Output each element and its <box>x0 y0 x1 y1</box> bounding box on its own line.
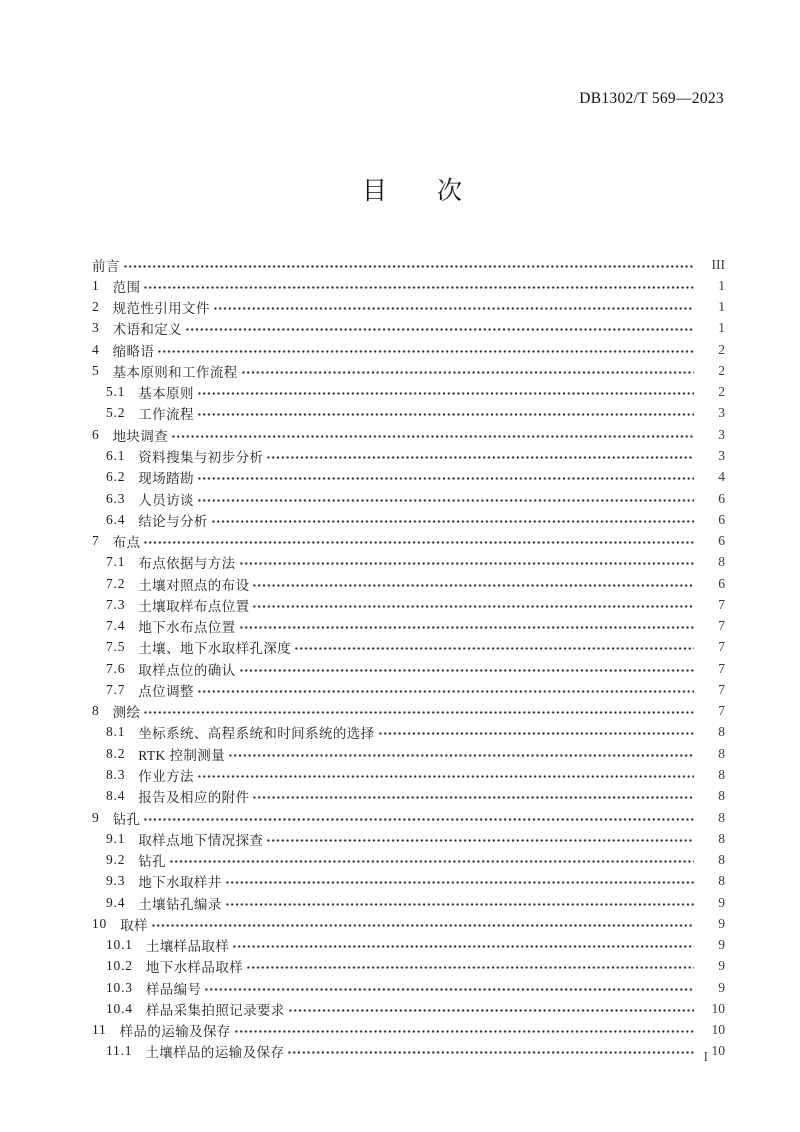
dot-leader <box>211 519 694 524</box>
toc-entry-number: 3 <box>92 320 100 336</box>
toc-entry <box>92 1020 725 1041</box>
dot-leader <box>213 306 694 311</box>
dot-leader <box>123 264 694 269</box>
dot-leader <box>241 370 694 375</box>
toc-entry-number: 10 <box>92 915 108 931</box>
table-of-contents <box>92 254 725 1062</box>
toc-entry <box>92 445 725 466</box>
toc-entry <box>92 530 725 551</box>
toc-entry-page: 8 <box>718 767 725 782</box>
toc-entry-number: 7.7 <box>106 681 126 697</box>
toc-entry-page: 7 <box>718 596 725 612</box>
toc-entry-number: 1 <box>92 277 100 293</box>
toc-entry-number: 7.5 <box>106 639 126 655</box>
toc-entry-title: 土壤对照点的布设 <box>138 577 250 593</box>
toc-entry-title: 地块调查 <box>112 428 169 444</box>
toc-entry-page: 6 <box>718 575 725 591</box>
toc-entry-title: 规范性引用文件 <box>112 301 210 317</box>
toc-entry <box>92 509 725 530</box>
toc-entry-number: 8 <box>92 703 100 719</box>
toc-entry <box>92 424 725 445</box>
toc-entry <box>92 871 725 892</box>
toc-entry <box>92 977 725 998</box>
toc-entry-number: 6.4 <box>106 511 126 527</box>
toc-entry-page: III <box>711 256 725 272</box>
toc-entry <box>92 594 725 615</box>
toc-entry-title: 坐标系统、高程系统和时间系统的选择 <box>138 726 375 742</box>
toc-entry-number: 7.3 <box>106 596 126 612</box>
toc-entry <box>92 956 725 977</box>
toc-entry-title: 取样点地下情况探查 <box>138 832 264 848</box>
toc-entry <box>92 722 725 743</box>
toc-entry <box>92 275 725 296</box>
toc-entry <box>92 339 725 360</box>
dot-leader <box>143 817 694 822</box>
toc-entry-title: 土壤样品取样 <box>145 939 230 955</box>
toc-entry <box>92 254 725 275</box>
toc-entry-number: 8.2 <box>106 745 126 761</box>
toc-entry-page: 7 <box>718 681 725 697</box>
toc-entry <box>92 998 725 1019</box>
toc-entry-title: 现场踏勘 <box>138 471 194 487</box>
toc-entry-title: 样品采集拍照记录要求 <box>145 1002 285 1018</box>
toc-entry-number: 9.4 <box>106 894 126 910</box>
toc-entry-page: 7 <box>718 703 725 719</box>
toc-entry-title: 土壤样品的运输及保存 <box>145 1045 285 1061</box>
toc-entry-title: 地下水取样井 <box>138 875 222 891</box>
dot-leader <box>228 753 694 758</box>
toc-entry-title: 人员访谈 <box>138 492 194 508</box>
dot-leader <box>197 476 694 481</box>
dot-leader <box>151 923 694 928</box>
toc-entry-page: 3 <box>718 405 725 421</box>
dot-leader <box>143 285 694 290</box>
toc-entry-title: 工作流程 <box>138 407 194 423</box>
toc-entry-number: 7.1 <box>106 554 126 570</box>
toc-entry-number: 8.4 <box>106 788 126 804</box>
toc-entry-number: 8.3 <box>106 767 126 782</box>
toc-entry-number: 8.1 <box>106 724 126 740</box>
toc-entry-page: 9 <box>718 894 725 910</box>
toc-entry-page: 6 <box>718 511 725 527</box>
toc-entry-number: 10.4 <box>106 1000 133 1016</box>
toc-entry-page: 1 <box>718 277 725 293</box>
toc-entry-number: 4 <box>92 341 100 357</box>
toc-entry-page: 10 <box>711 1043 725 1059</box>
toc-entry-title: 结论与分析 <box>138 513 208 529</box>
toc-entry-page: 9 <box>718 979 725 995</box>
toc-entry-page: 8 <box>718 788 725 804</box>
toc-entry-page: 2 <box>718 341 725 357</box>
dot-leader <box>378 731 694 736</box>
toc-entry-title: 土壤取样布点位置 <box>138 598 250 614</box>
dot-leader <box>225 902 694 907</box>
toc-entry-number: 7.4 <box>106 618 126 634</box>
toc-entry-page: 8 <box>718 830 725 846</box>
toc-entry-number: 5.1 <box>106 384 126 400</box>
dot-leader <box>143 710 694 715</box>
toc-entry-title: 基本原则和工作流程 <box>112 364 238 380</box>
toc-entry-title: 钻孔 <box>138 854 167 870</box>
toc-entry-number: 6.3 <box>106 490 126 506</box>
toc-entry-title: 地下水样品取样 <box>145 960 244 976</box>
dot-leader <box>204 987 694 992</box>
toc-entry <box>92 616 725 637</box>
dot-leader <box>171 434 694 439</box>
toc-entry-title: 取样 <box>120 917 148 933</box>
dot-leader <box>185 327 694 332</box>
toc-entry <box>92 743 725 764</box>
dot-leader <box>157 349 694 354</box>
toc-entry <box>92 403 725 424</box>
toc-entry-page: 8 <box>718 724 725 740</box>
toc-entry-title: 土壤、地下水取样孔深度 <box>138 641 292 657</box>
toc-entry-title: 布点 <box>112 535 141 551</box>
dot-leader <box>197 689 694 694</box>
toc-entry-page: 7 <box>718 618 725 634</box>
toc-entry-number: 11 <box>92 1022 107 1038</box>
dot-leader <box>143 540 694 545</box>
toc-entry-page: 1 <box>718 299 725 315</box>
toc-entry-title: 样品的运输及保存 <box>119 1024 231 1040</box>
toc-entry-title: 布点依据与方法 <box>138 556 236 572</box>
toc-entry-page: 7 <box>718 660 725 676</box>
dot-leader <box>252 583 694 588</box>
dot-leader <box>239 561 694 566</box>
toc-entry-number: 11.1 <box>106 1043 133 1059</box>
toc-entry-number: 5.2 <box>106 405 126 421</box>
toc-entry-number: 6.2 <box>106 469 126 485</box>
toc-entry-number: 10.1 <box>106 937 133 953</box>
toc-entry-number: 10.2 <box>106 958 133 974</box>
dot-leader <box>232 944 694 949</box>
toc-entry-number: 2 <box>92 299 100 315</box>
toc-entry-page: 9 <box>718 915 725 931</box>
dot-leader <box>239 668 694 673</box>
toc-entry <box>92 637 725 658</box>
dot-leader <box>252 604 694 609</box>
toc-entry <box>92 658 725 679</box>
dot-leader <box>288 1008 694 1013</box>
toc-entry <box>92 913 725 934</box>
toc-entry <box>92 935 725 956</box>
toc-entry-number: 10.3 <box>106 979 133 995</box>
toc-entry-number: 7.6 <box>106 660 126 676</box>
toc-entry <box>92 297 725 318</box>
dot-leader <box>266 455 694 460</box>
toc-entry-number: 9 <box>92 809 100 825</box>
toc-entry-page: 8 <box>718 809 725 825</box>
toc-entry-title: 范围 <box>112 279 141 295</box>
toc-entry-page: 9 <box>718 937 725 953</box>
dot-leader <box>294 646 694 651</box>
toc-entry-title: 样品编号 <box>145 981 202 997</box>
toc-entry <box>92 467 725 488</box>
toc-entry-page: 3 <box>718 426 725 442</box>
dot-leader <box>197 391 694 396</box>
toc-entry-title: 缩略语 <box>112 343 155 359</box>
toc-entry-title: 前言 <box>92 258 120 274</box>
toc-entry-title: 资料搜集与初步分析 <box>138 450 264 466</box>
toc-entry-number: 7 <box>92 533 100 549</box>
toc-entry <box>92 382 725 403</box>
toc-entry-page: 10 <box>711 1022 725 1038</box>
dot-leader <box>266 838 694 843</box>
dot-leader <box>246 965 694 970</box>
toc-entry <box>92 318 725 339</box>
dot-leader <box>225 880 694 885</box>
toc-entry-page: 8 <box>718 873 725 889</box>
toc-entry-title: 基本原则 <box>138 386 194 402</box>
toc-entry-page: 10 <box>711 1000 725 1016</box>
toc-entry-page: 3 <box>718 448 725 464</box>
toc-entry-page: 1 <box>718 320 725 336</box>
toc-entry-number: 5 <box>92 362 100 378</box>
toc-entry <box>92 828 725 849</box>
toc-entry <box>92 786 725 807</box>
toc-entry-number: 6 <box>92 426 100 442</box>
toc-entry-page: 6 <box>718 533 725 549</box>
toc-entry-number: 9.3 <box>106 873 126 889</box>
toc-entry-title: 点位调整 <box>138 683 194 699</box>
toc-entry-title: 钻孔 <box>112 811 141 827</box>
toc-entry-page: 9 <box>718 958 725 974</box>
toc-entry-page: 4 <box>718 469 725 485</box>
toc-entry-number: 7.2 <box>106 575 126 591</box>
toc-entry-title: 作业方法 <box>138 769 194 784</box>
toc-entry-title: 术语和定义 <box>112 322 183 338</box>
toc-entry <box>92 679 725 700</box>
toc-entry-page: 8 <box>718 554 725 570</box>
toc-entry <box>92 360 725 381</box>
toc-entry-page: 8 <box>718 852 725 868</box>
toc-entry-title: RTK 控制测量 <box>138 747 226 763</box>
dot-leader <box>197 498 694 503</box>
dot-leader <box>197 412 694 417</box>
toc-entry-title: 报告及相应的附件 <box>138 790 250 806</box>
standard-code: DB1302/T 569—2023 <box>579 90 724 107</box>
toc-entry <box>92 552 725 573</box>
toc-entry-page: 2 <box>718 384 725 400</box>
page-title: 目 次 <box>361 177 462 205</box>
toc-entry-title: 地下水布点位置 <box>138 620 236 636</box>
toc-entry-page: 6 <box>718 490 725 506</box>
toc-entry <box>92 892 725 913</box>
toc-entry-page: 2 <box>718 362 725 378</box>
dot-leader <box>252 795 694 800</box>
toc-entry-number: 9.2 <box>106 852 126 868</box>
toc-entry <box>92 764 725 785</box>
dot-leader <box>234 1029 694 1034</box>
toc-entry-title: 测绘 <box>112 705 141 721</box>
dot-leader <box>239 625 694 630</box>
toc-entry-number: 6.1 <box>106 448 126 464</box>
toc-entry <box>92 807 725 828</box>
footer-page-number: I <box>703 1049 708 1064</box>
toc-entry <box>92 573 725 594</box>
toc-entry-title: 取样点位的确认 <box>138 662 236 678</box>
toc-entry-page: 8 <box>718 745 725 761</box>
dot-leader <box>197 774 694 779</box>
toc-entry <box>92 701 725 722</box>
toc-entry-number: 9.1 <box>106 830 126 846</box>
toc-entry <box>92 849 725 870</box>
toc-entry-page: 7 <box>718 639 725 655</box>
toc-entry <box>92 488 725 509</box>
toc-entry-title: 土壤钻孔编录 <box>138 896 222 912</box>
dot-leader <box>169 859 694 864</box>
